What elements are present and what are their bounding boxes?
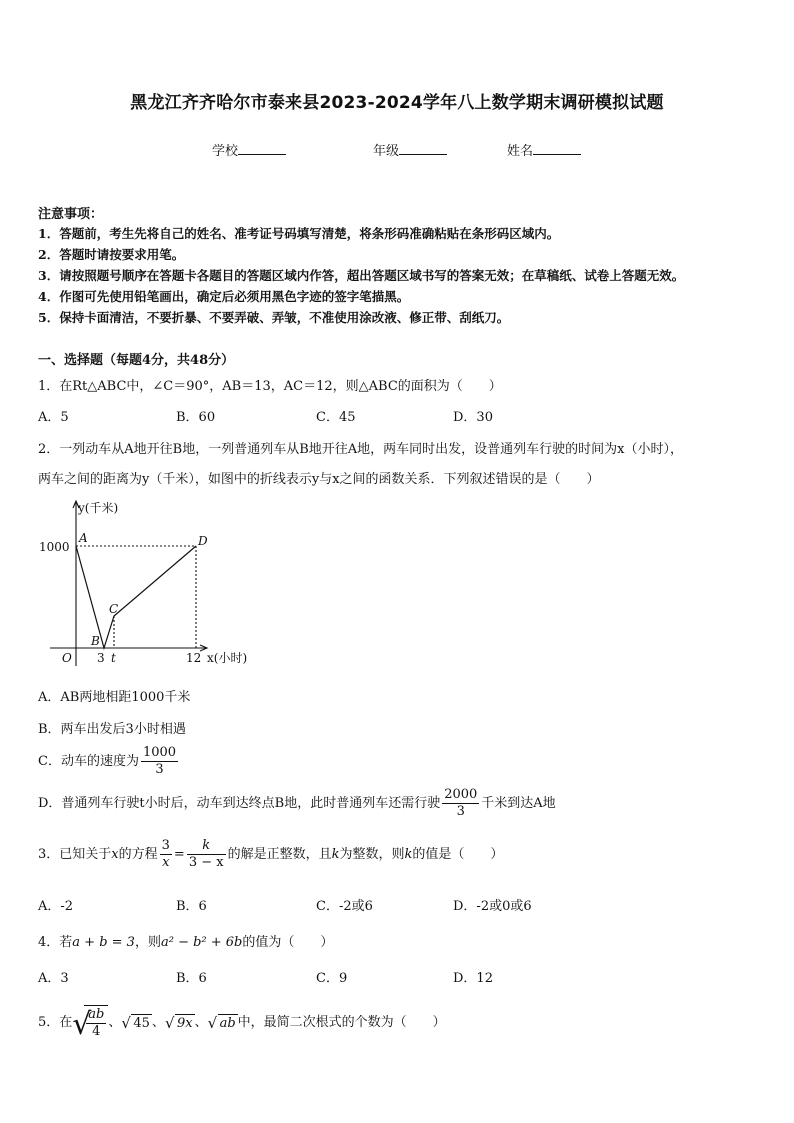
radicand: 45: [133, 1016, 150, 1031]
q5-separator: 、: [194, 1015, 208, 1030]
question-4-stem: [38, 931, 333, 950]
note-item: 3．请按照题号顺序在答题卡各题目的答题区域内作答，超出答题区域书写的答案无效；在草稿纸、试卷上答题无效。: [38, 268, 685, 283]
x-tick-12: 12: [186, 651, 202, 665]
q2-option-b: B．两车出发后3小时相遇: [38, 722, 186, 737]
origin-label: O: [62, 651, 72, 665]
point-d-label: D: [198, 534, 208, 548]
radicand: 9x: [176, 1016, 193, 1031]
q4-text: ，则: [134, 935, 161, 950]
page-title: 黑龙江齐齐哈尔市泰来县2023-2024学年八上数学期末调研模拟试题: [130, 93, 664, 113]
radicand: ab: [219, 1016, 236, 1031]
q3-text: 3．已知关于: [38, 847, 112, 862]
school-field: [212, 140, 286, 159]
q3-var-k: k: [404, 847, 413, 862]
q4-option-d: D．12: [453, 971, 493, 986]
grade-field: [373, 140, 447, 159]
fraction-denominator: 3 − x: [188, 855, 224, 870]
q2-option-d-post: 千米到达A地: [481, 796, 556, 811]
note-item: 5．保持卡面清洁，不要折暴、不要弄破、弄皱，不准使用涂改液、修正带、刮纸刀。: [38, 310, 510, 325]
q1-option-d: D．30: [453, 410, 493, 425]
q5-text: 中，最简二次根式的个数为（ ）: [237, 1015, 446, 1030]
q1-option-a: A．5: [38, 410, 69, 425]
fraction-numerator: k: [187, 838, 226, 855]
point-b-label: B: [91, 634, 100, 648]
q3-text: 为整数，则: [339, 847, 405, 862]
q4-option-c: C．9: [316, 971, 348, 986]
fraction-numerator: 2000: [444, 787, 478, 802]
sqrt-ab: √ ab: [207, 1014, 236, 1032]
question-1-stem: 1．在Rt△ABC中，∠C＝90°，AB＝13，AC＝12，则△ABC的面积为（ ）: [38, 379, 502, 394]
q3-option-d: D．-2或0或6: [453, 899, 532, 914]
x-tick-3: 3: [97, 651, 105, 665]
x-tick-t: t: [111, 651, 116, 665]
note-item: 2．答题时请按要求用笔。: [38, 247, 185, 262]
fraction-3-over-x: [160, 838, 172, 871]
q5-separator: 、: [108, 1015, 122, 1030]
q4-option-a: A．3: [38, 971, 69, 986]
question-2-stem-line1: 2．一列动车从A地开往B地，一列普通列车从B地开往A地，两车同时出发，设普通列车行驶的时间为x（小时），: [38, 442, 683, 457]
question-3-stem: [38, 838, 503, 871]
school-label: 学校: [212, 144, 239, 159]
fraction-numerator: 3: [161, 838, 170, 853]
fraction-denominator: x: [162, 855, 170, 870]
q4-text: 4．若: [38, 935, 73, 950]
school-blank: [238, 142, 286, 155]
fraction-2000-3: [442, 787, 479, 820]
point-a-label: A: [79, 531, 88, 545]
question-2-stem-line2: 两车之间的距离为y（千米），如图中的折线表示y与x之间的函数关系．下列叙述错误的是（ ）: [38, 472, 600, 487]
question-5-stem: [38, 1005, 446, 1040]
note-item: 1．答题前，考生先将自己的姓名、准考证号码填写清楚，将条形码准确粘贴在条形码区域内。: [38, 226, 560, 241]
note-item: 4．作图可先使用铅笔画出，确定后必须用黑色字迹的签字笔描黑。: [38, 289, 410, 304]
fraction-1000-3: [141, 745, 178, 778]
grade-blank: [399, 142, 447, 155]
point-c-label: C: [109, 602, 119, 616]
q2-option-c: [38, 745, 180, 778]
q3-text: 的解是正整数，且: [227, 847, 332, 862]
q4-condition: a + b = 3: [72, 935, 135, 950]
notes-heading: 注意事项：: [38, 207, 104, 222]
fraction-k-over-3-minus-x: [187, 838, 226, 871]
name-label: 姓名: [507, 144, 534, 159]
name-field: [507, 140, 581, 159]
q3-option-c: C．-2或6: [316, 899, 373, 914]
q1-option-b: B．60: [176, 410, 216, 425]
q3-text: 的值是（ ）: [412, 847, 504, 862]
q3-var-k: k: [331, 847, 340, 862]
q3-var-x: x: [111, 847, 119, 862]
q4-option-b: B．6: [176, 971, 207, 986]
distance-time-graph: [36, 496, 266, 672]
graph-polyline: [76, 546, 196, 648]
fraction-denominator: 4: [92, 1024, 101, 1039]
name-blank: [533, 142, 581, 155]
q2-option-d-pre: D．普通列车行驶t小时后，动车到达终点B地，此时普通列车还需行驶: [38, 796, 441, 811]
fraction-denominator: 3: [456, 804, 465, 819]
y-tick-1000: 1000: [39, 540, 70, 554]
grade-label: 年级: [373, 144, 400, 159]
y-axis-label: y(千米): [78, 501, 119, 515]
q3-text: 的方程: [118, 847, 158, 862]
q2-option-c-text: C．动车的速度为: [38, 754, 139, 769]
fraction-numerator: 1000: [142, 745, 177, 760]
sqrt-9x: √ 9x: [164, 1014, 193, 1032]
x-axis-label: x(小时): [207, 651, 248, 665]
sqrt-45: √ 45: [121, 1014, 150, 1032]
fraction-denominator: 3: [155, 762, 164, 777]
section-heading: 一、选择题（每题4分，共48分）: [38, 353, 235, 368]
q5-text: 5．在: [38, 1015, 73, 1030]
q2-option-a: A．AB两地相距1000千米: [38, 690, 191, 705]
q1-option-c: C．45: [316, 410, 356, 425]
fraction-numerator: ab: [88, 1007, 105, 1022]
q4-expression: a² − b² + 6b: [160, 935, 243, 950]
q3-option-a: A．-2: [38, 899, 74, 914]
sqrt-ab-over-4: √ $\frac{ab}{4}$: [72, 1005, 108, 1040]
q2-option-d: [38, 787, 556, 820]
q3-equals: =: [173, 847, 185, 862]
q5-separator: 、: [151, 1015, 165, 1030]
q4-text: 的值为（ ）: [242, 935, 334, 950]
q3-option-b: B．6: [176, 899, 207, 914]
